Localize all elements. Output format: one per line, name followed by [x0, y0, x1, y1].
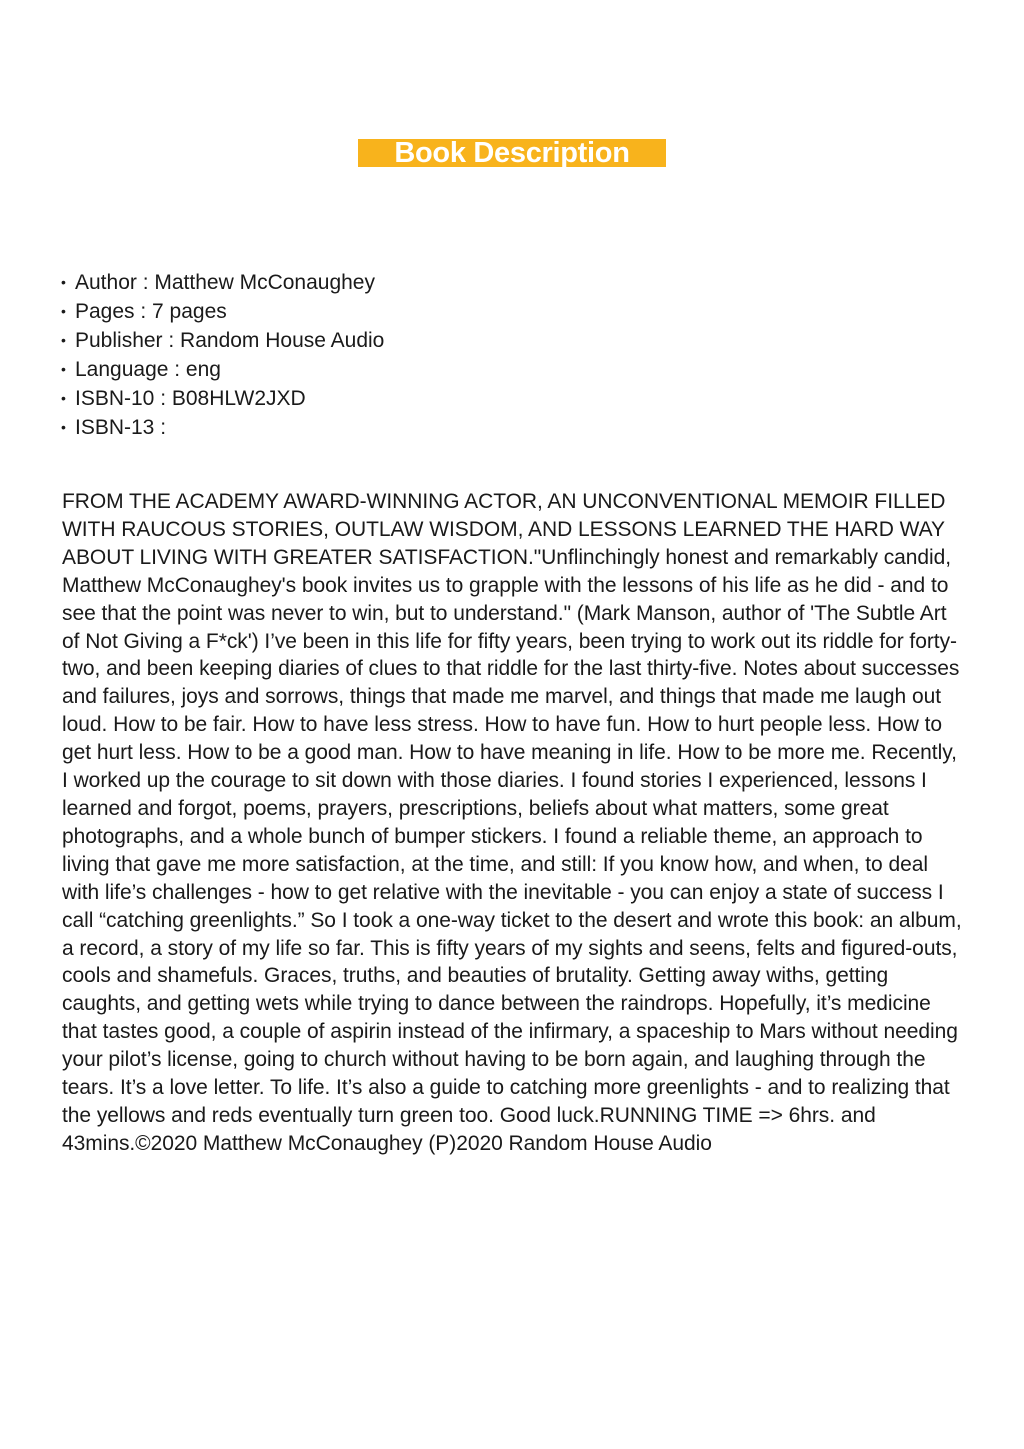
- book-metadata-list: [61, 268, 384, 442]
- bullet-icon: •: [61, 303, 66, 319]
- metadata-language-text: Language : eng: [75, 358, 221, 381]
- bullet-icon: •: [61, 390, 66, 406]
- page-title: Book Description: [358, 139, 666, 167]
- bullet-icon: •: [61, 419, 66, 435]
- metadata-publisher-text: Publisher : Random House Audio: [75, 329, 385, 352]
- bullet-icon: •: [61, 274, 66, 290]
- metadata-language: [61, 355, 384, 384]
- metadata-isbn10-text: ISBN-10 : B08HLW2JXD: [75, 387, 306, 410]
- bullet-icon: •: [61, 332, 66, 348]
- metadata-pages-text: Pages : 7 pages: [75, 300, 227, 323]
- metadata-publisher: [61, 326, 384, 355]
- metadata-isbn10: [61, 384, 384, 413]
- title-container: [0, 139, 1024, 172]
- metadata-author-text: Author : Matthew McConaughey: [75, 271, 375, 294]
- metadata-isbn13-text: ISBN-13 :: [75, 416, 167, 439]
- bullet-icon: •: [61, 361, 66, 377]
- metadata-author: [61, 268, 384, 297]
- book-description-text: FROM THE ACADEMY AWARD-WINNING ACTOR, AN UNCONVENTIONAL MEMOIR FILLED WITH RAUCOUS STORIES, OUTLAW WISDOM, AND LESSONS LEARNED THE HARD WAY ABOUT LIVING WITH GREATER SATISFACTION."Unflinchingly honest and remarkably candid, Matthew McConaughey's book invites us to grapple with the lessons of his life as he did - and to see that the point was never to win, but to understand." (Mark Manson, author of 'The Subtle Art of Not Giving a F*ck') I’ve been in this life for fifty years, been trying to work out its riddle for forty-two, and been keeping diaries of clues to that riddle for the last thirty-five. Notes about successes and failures, joys and sorrows, things that made me marvel, and things that made me laugh out loud. How to be fair. How to have less stress. How to have fun. How to hurt people less. How to get hurt less. How to be a good man. How to have meaning in life. How to be more me. Recently, I worked up the courage to sit down with those diaries. I found stories I experienced, lessons I learned and forgot, poems, prayers, prescriptions, beliefs about what matters, some great photographs, and a whole bunch of bumper stickers. I found a reliable theme, an approach to living that gave me more satisfaction, at the time, and still: If you know how, and when, to deal with life’s challenges - how to get relative with the inevitable - you can enjoy a state of success I call “catching greenlights.” So I took a one-way ticket to the desert and wrote this book: an album, a record, a story of my life so far. This is fifty years of my sights and seens, felts and figured-outs, cools and shamefuls. Graces, truths, and beauties of brutality. Getting away withs, getting caughts, and getting wets while trying to dance between the raindrops. Hopefully, it’s medicine that tastes good, a couple of aspirin instead of the infirmary, a spaceship to Mars without needing your pilot’s license, going to church without having to be born again, and laughing through the tears. It’s a love letter. To life. It’s also a guide to catching more greenlights - and to realizing that the yellows and reds eventually turn green too. Good luck.RUNNING TIME => 6hrs. and 43mins.©2020 Matthew McConaughey (P)2020 Random House Audio: [62, 490, 962, 1155]
- metadata-isbn13: [61, 413, 384, 442]
- metadata-pages: [61, 297, 384, 326]
